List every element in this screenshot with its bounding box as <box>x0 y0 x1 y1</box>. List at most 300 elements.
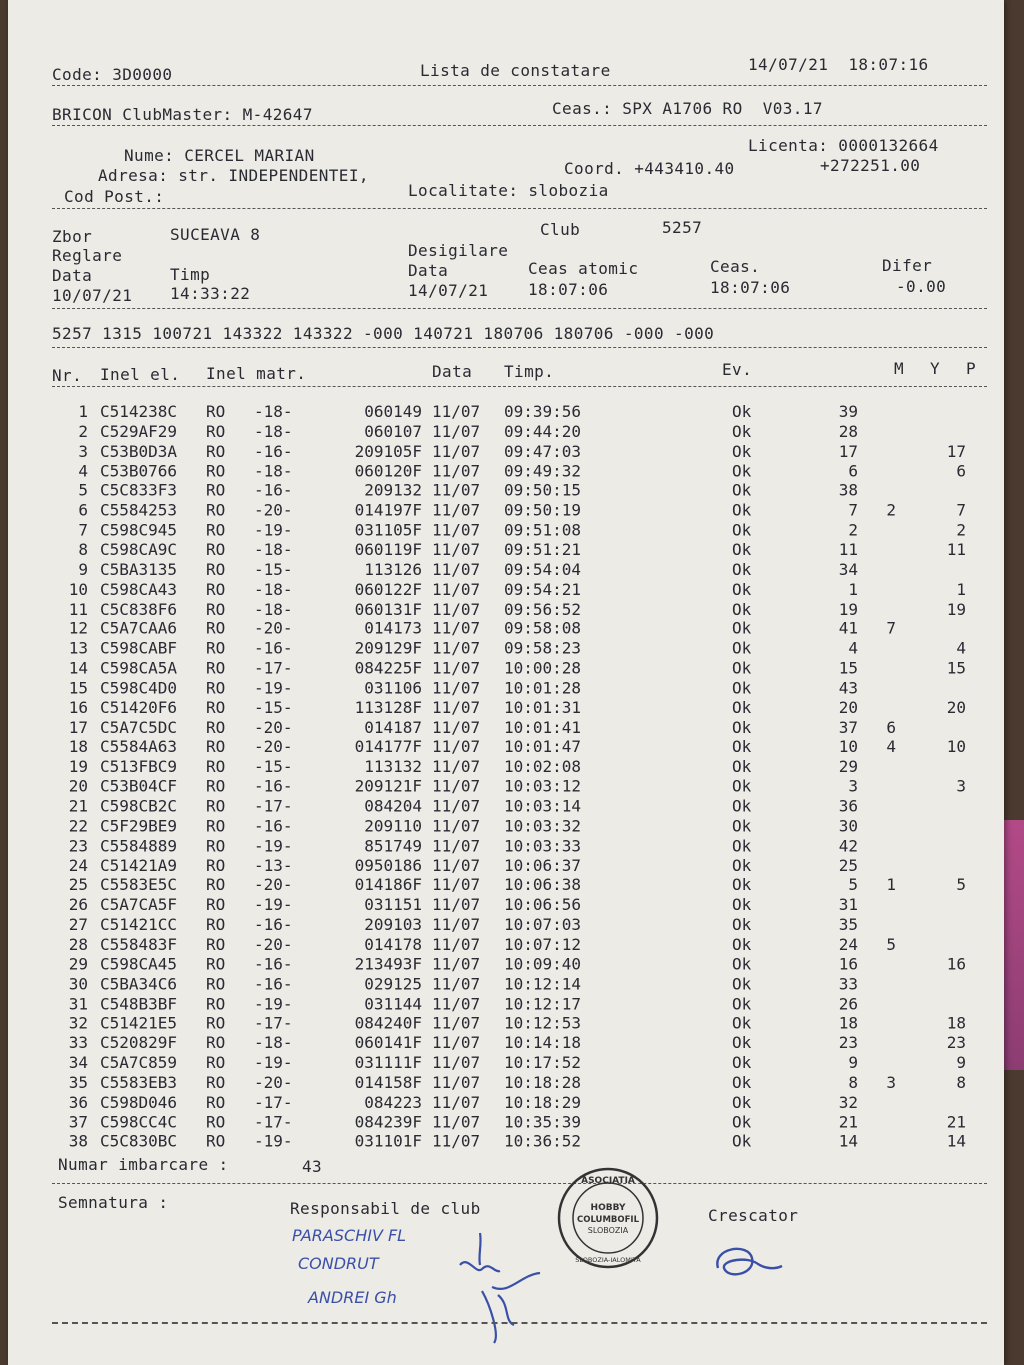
cell-matr: 209105F <box>354 441 422 461</box>
cell-timp: 10:03:14 <box>504 796 582 816</box>
cell-timp: 09:39:56 <box>504 402 582 421</box>
cell-nr: 4 <box>78 461 88 481</box>
cell-yr: -18- <box>254 1033 293 1053</box>
cell-rank: 19 <box>838 599 858 619</box>
cell-data: 11/07 <box>432 1112 481 1132</box>
handwritten-name: ANDREI Gh <box>308 1288 397 1307</box>
cell-timp: 10:06:56 <box>504 895 582 915</box>
divider <box>52 1322 987 1324</box>
cell-data: 11/07 <box>432 599 481 619</box>
cell-rank: 34 <box>838 559 858 579</box>
cell-data: 11/07 <box>432 816 481 836</box>
cell-yr: -16- <box>254 441 293 461</box>
cell-matr: 084239F <box>354 1112 422 1132</box>
cell-timp: 10:17:52 <box>504 1053 582 1073</box>
cell-nr: 18 <box>68 737 88 757</box>
cell-ev: Ok <box>732 934 752 954</box>
cell-nr: 14 <box>68 658 88 678</box>
cell-yr: -20- <box>254 717 293 737</box>
cell-data: 11/07 <box>432 1131 481 1151</box>
cell-ro: RO <box>206 619 226 639</box>
cell-matr: 113132 <box>364 757 422 777</box>
table-row <box>0 1015 1000 1035</box>
cell-data: 11/07 <box>432 914 481 934</box>
cell-ev: Ok <box>732 836 752 856</box>
table-row <box>0 1034 1000 1054</box>
divider <box>52 308 987 309</box>
cell-timp: 10:01:47 <box>504 737 582 757</box>
cell-timp: 10:07:03 <box>504 914 582 934</box>
cell-nr: 10 <box>68 579 88 599</box>
cell-nr: 11 <box>68 599 88 619</box>
cell-timp: 10:01:31 <box>504 697 582 717</box>
cell-rank: 10 <box>838 737 858 757</box>
cell-yr: -18- <box>254 461 293 481</box>
cell-rank: 35 <box>838 914 858 934</box>
cell-matr: 031101F <box>354 1131 422 1151</box>
cell-timp: 10:01:41 <box>504 717 582 737</box>
cell-ro: RO <box>206 559 226 579</box>
cell-data: 11/07 <box>432 480 481 500</box>
cell-data: 11/07 <box>432 540 481 560</box>
cell-rank: 37 <box>838 717 858 737</box>
cell-matr: 014173 <box>364 619 422 639</box>
cell-timp: 09:49:32 <box>504 461 582 481</box>
cell-rank: 33 <box>838 974 858 994</box>
cell-ro: RO <box>206 836 226 856</box>
club-label: Club <box>540 220 581 239</box>
cell-ev: Ok <box>732 658 752 678</box>
setting-time: 14:33:22 <box>170 284 251 303</box>
cell-data: 11/07 <box>432 954 481 974</box>
cell-inel: C51420F6 <box>100 697 178 717</box>
cell-ro: RO <box>206 757 226 777</box>
cell-yr: -16- <box>254 974 293 994</box>
table-row <box>0 817 1000 837</box>
cell-matr: 209132 <box>364 480 422 500</box>
table-row <box>0 995 1000 1015</box>
cell-data: 11/07 <box>432 619 481 639</box>
cell-matr: 031111F <box>354 1053 422 1073</box>
background-object <box>1004 820 1024 1070</box>
cell-yr: -16- <box>254 776 293 796</box>
cell-data: 11/07 <box>432 461 481 481</box>
col-inel-matr: Inel matr. <box>206 364 307 383</box>
cell-data: 11/07 <box>432 796 481 816</box>
cell-data: 11/07 <box>432 520 481 540</box>
cell-ro: RO <box>206 1033 226 1053</box>
cell-ev: Ok <box>732 441 752 461</box>
cell-m: 6 <box>886 717 896 737</box>
cell-ev: Ok <box>732 638 752 658</box>
cell-matr: 060122F <box>354 579 422 599</box>
setting-label: Reglare <box>52 246 123 265</box>
cell-inel: C598CC4C <box>100 1112 178 1132</box>
coord-lat: Coord. +443410.40 <box>564 159 735 178</box>
cell-timp: 09:44:20 <box>504 421 582 441</box>
cell-ro: RO <box>206 796 226 816</box>
cell-timp: 09:51:08 <box>504 520 582 540</box>
print-datetime: 14/07/21 18:07:16 <box>748 55 929 74</box>
cell-ev: Ok <box>732 855 752 875</box>
cell-yr: -17- <box>254 1092 293 1112</box>
cell-ev: Ok <box>732 816 752 836</box>
cell-ro: RO <box>206 658 226 678</box>
cell-nr: 37 <box>68 1112 88 1132</box>
cell-timp: 09:58:23 <box>504 638 582 658</box>
cell-matr: 014177F <box>354 737 422 757</box>
cell-rank: 4 <box>848 638 858 658</box>
cell-nr: 28 <box>68 934 88 954</box>
cell-ev: Ok <box>732 599 752 619</box>
cell-nr: 19 <box>68 757 88 777</box>
cell-rank: 23 <box>838 1033 858 1053</box>
cell-timp: 10:35:39 <box>504 1112 582 1132</box>
cell-ro: RO <box>206 1112 226 1132</box>
cell-nr: 12 <box>68 619 88 639</box>
cell-timp: 09:47:03 <box>504 441 582 461</box>
cell-inel: C598C945 <box>100 520 178 540</box>
cell-inel: C529AF29 <box>100 421 178 441</box>
cell-matr: 014187 <box>364 717 422 737</box>
cell-rank: 1 <box>848 579 858 599</box>
cell-timp: 09:50:19 <box>504 500 582 520</box>
cell-nr: 27 <box>68 914 88 934</box>
cell-rank: 42 <box>838 836 858 856</box>
cell-p: 23 <box>946 1033 966 1053</box>
cell-ro: RO <box>206 540 226 560</box>
cell-p: 9 <box>956 1053 966 1073</box>
cell-p: 14 <box>946 1131 966 1151</box>
divider <box>52 1183 987 1184</box>
cell-inel: C514238C <box>100 402 178 421</box>
cell-matr: 031105F <box>354 520 422 540</box>
cell-ro: RO <box>206 461 226 481</box>
cell-p: 2 <box>956 520 966 540</box>
cell-ro: RO <box>206 599 226 619</box>
cell-ro: RO <box>206 638 226 658</box>
cell-matr: 060131F <box>354 599 422 619</box>
cell-ev: Ok <box>732 421 752 441</box>
cell-inel: C598CABF <box>100 638 178 658</box>
cell-m: 5 <box>886 934 896 954</box>
table-row <box>0 877 1000 897</box>
cell-data: 11/07 <box>432 717 481 737</box>
cell-ro: RO <box>206 480 226 500</box>
cell-ro: RO <box>206 855 226 875</box>
cell-m: 1 <box>886 875 896 895</box>
cell-matr: 084225F <box>354 658 422 678</box>
table-row <box>0 1054 1000 1074</box>
cell-timp: 10:03:32 <box>504 816 582 836</box>
flight-label: Zbor <box>52 227 93 246</box>
cell-matr: 209110 <box>364 816 422 836</box>
svg-text:HOBBY: HOBBY <box>590 1203 626 1213</box>
cell-yr: -18- <box>254 599 293 619</box>
cell-matr: 060119F <box>354 540 422 560</box>
cell-data: 11/07 <box>432 678 481 698</box>
cell-timp: 09:54:21 <box>504 579 582 599</box>
cell-matr: 113128F <box>354 697 422 717</box>
cell-inel: C598C4D0 <box>100 678 178 698</box>
table-row <box>0 936 1000 956</box>
cell-rank: 6 <box>848 461 858 481</box>
cell-ev: Ok <box>732 776 752 796</box>
divider <box>52 125 987 126</box>
list-title: Lista de constatare <box>420 61 611 80</box>
cell-p: 19 <box>946 599 966 619</box>
cell-data: 11/07 <box>432 421 481 441</box>
cell-inel: C598D046 <box>100 1092 178 1112</box>
cell-yr: -15- <box>254 559 293 579</box>
cell-ro: RO <box>206 895 226 915</box>
cell-ev: Ok <box>732 954 752 974</box>
cell-data: 11/07 <box>432 776 481 796</box>
cell-ro: RO <box>206 678 226 698</box>
cell-ev: Ok <box>732 914 752 934</box>
cell-p: 8 <box>956 1072 966 1092</box>
atomic-time: 18:07:06 <box>528 280 609 299</box>
cell-rank: 31 <box>838 895 858 915</box>
cell-rank: 16 <box>838 954 858 974</box>
table-row <box>0 502 1000 522</box>
cell-nr: 30 <box>68 974 88 994</box>
cell-timp: 10:00:28 <box>504 658 582 678</box>
cell-timp: 10:12:53 <box>504 1013 582 1033</box>
setting-time-label: Timp <box>170 265 211 284</box>
unsealing-date-label: Data <box>408 261 449 280</box>
table-row <box>0 896 1000 916</box>
cell-nr: 20 <box>68 776 88 796</box>
cell-ev: Ok <box>732 1013 752 1033</box>
cell-rank: 21 <box>838 1112 858 1132</box>
cell-p: 16 <box>946 954 966 974</box>
cell-matr: 084223 <box>364 1092 422 1112</box>
cell-inel: C598CB2C <box>100 796 178 816</box>
table-row <box>0 975 1000 995</box>
cell-rank: 8 <box>848 1072 858 1092</box>
cell-yr: -18- <box>254 421 293 441</box>
cell-ev: Ok <box>732 1072 752 1092</box>
cell-inel: C5BA34C6 <box>100 974 178 994</box>
cell-matr: 014178 <box>364 934 422 954</box>
coord-lon: +272251.00 <box>820 156 921 175</box>
cell-rank: 18 <box>838 1013 858 1033</box>
cell-nr: 32 <box>68 1013 88 1033</box>
table-row <box>0 798 1000 818</box>
cell-inel: C513FBC9 <box>100 757 178 777</box>
table-row <box>0 1074 1000 1094</box>
cell-yr: -20- <box>254 934 293 954</box>
cell-timp: 10:09:40 <box>504 954 582 974</box>
cell-rank: 9 <box>848 1053 858 1073</box>
cell-rank: 41 <box>838 619 858 639</box>
boarding-label: Numar imbarcare : <box>58 1155 229 1174</box>
cell-timp: 10:36:52 <box>504 1131 582 1151</box>
cell-ro: RO <box>206 993 226 1013</box>
table-row <box>0 581 1000 601</box>
cell-nr: 34 <box>68 1053 88 1073</box>
cell-nr: 22 <box>68 816 88 836</box>
cell-inel: C5583EB3 <box>100 1072 178 1092</box>
col-y: Y <box>930 359 941 378</box>
table-row <box>0 561 1000 581</box>
cell-yr: -19- <box>254 993 293 1013</box>
cell-inel: C5A7C859 <box>100 1053 178 1073</box>
cell-inel: C548B3BF <box>100 993 178 1013</box>
cell-timp: 09:58:08 <box>504 619 582 639</box>
cell-yr: -19- <box>254 895 293 915</box>
table-row <box>0 541 1000 561</box>
cell-matr: 084204 <box>364 796 422 816</box>
atomic-clock-label: Ceas atomic <box>528 259 639 278</box>
cell-nr: 3 <box>78 441 88 461</box>
cell-p: 10 <box>946 737 966 757</box>
cell-p: 3 <box>956 776 966 796</box>
cell-nr: 6 <box>78 500 88 520</box>
cell-yr: -16- <box>254 816 293 836</box>
table-row <box>0 916 1000 936</box>
cell-yr: -16- <box>254 954 293 974</box>
clubmaster: BRICON ClubMaster: M-42647 <box>52 105 313 124</box>
cell-ev: Ok <box>732 559 752 579</box>
cell-ev: Ok <box>732 402 752 421</box>
cell-inel: C598CA43 <box>100 579 178 599</box>
svg-text:SLOBOZIA-IALOMITA: SLOBOZIA-IALOMITA <box>575 1256 641 1264</box>
table-row <box>0 1094 1000 1114</box>
table-row <box>0 955 1000 975</box>
cell-data: 11/07 <box>432 836 481 856</box>
cell-data: 11/07 <box>432 658 481 678</box>
breeder-signature <box>708 1238 788 1288</box>
unsealing-label: Desigilare <box>408 241 509 260</box>
cell-rank: 29 <box>838 757 858 777</box>
divider <box>52 208 987 209</box>
col-ev: Ev. <box>722 360 753 379</box>
cell-ev: Ok <box>732 895 752 915</box>
cell-inel: C598CA5A <box>100 658 178 678</box>
cell-data: 11/07 <box>432 697 481 717</box>
col-m: M <box>894 359 905 378</box>
table-row <box>0 1133 1000 1153</box>
cell-matr: 0950186 <box>354 855 422 875</box>
cell-inel: C51421A9 <box>100 855 178 875</box>
cell-p: 20 <box>946 697 966 717</box>
cell-yr: -19- <box>254 836 293 856</box>
boarding-count: 43 <box>302 1157 323 1176</box>
difference-value: -0.00 <box>896 277 947 296</box>
cell-ev: Ok <box>732 480 752 500</box>
cell-nr: 36 <box>68 1092 88 1112</box>
cell-matr: 014186F <box>354 875 422 895</box>
cell-ro: RO <box>206 875 226 895</box>
cell-ro: RO <box>206 1072 226 1092</box>
cell-rank: 2 <box>848 520 858 540</box>
col-p: P <box>966 359 977 378</box>
cell-rank: 36 <box>838 796 858 816</box>
cell-ro: RO <box>206 520 226 540</box>
cell-matr: 213493F <box>354 954 422 974</box>
cell-ro: RO <box>206 776 226 796</box>
cell-data: 11/07 <box>432 441 481 461</box>
cell-nr: 15 <box>68 678 88 698</box>
cell-timp: 10:18:28 <box>504 1072 582 1092</box>
cell-data: 11/07 <box>432 1092 481 1112</box>
cell-inel: C5C838F6 <box>100 599 178 619</box>
clock-label: Ceas. <box>710 257 761 276</box>
cell-timp: 09:54:04 <box>504 559 582 579</box>
cell-yr: -19- <box>254 1053 293 1073</box>
cell-data: 11/07 <box>432 500 481 520</box>
cell-ro: RO <box>206 914 226 934</box>
cell-inel: C5F29BE9 <box>100 816 178 836</box>
cell-rank: 5 <box>848 875 858 895</box>
cell-inel: C520829F <box>100 1033 178 1053</box>
cell-nr: 13 <box>68 638 88 658</box>
table-row <box>0 521 1000 541</box>
svg-text:ASOCIATIA: ASOCIATIA <box>581 1176 635 1186</box>
setting-date-label: Data <box>52 266 93 285</box>
cell-rank: 15 <box>838 658 858 678</box>
signature-label: Semnatura : <box>58 1193 169 1212</box>
locality: Localitate: slobozia <box>408 181 609 200</box>
cell-ev: Ok <box>732 1092 752 1112</box>
cell-data: 11/07 <box>432 993 481 1013</box>
club-number: 5257 <box>662 218 703 237</box>
cell-yr: -15- <box>254 697 293 717</box>
licence: Licenta: 0000132664 <box>748 136 939 155</box>
cell-ro: RO <box>206 697 226 717</box>
cell-ro: RO <box>206 402 226 421</box>
cell-ev: Ok <box>732 993 752 1013</box>
cell-nr: 26 <box>68 895 88 915</box>
cell-ev: Ok <box>732 540 752 560</box>
cell-ev: Ok <box>732 1053 752 1073</box>
cell-data: 11/07 <box>432 1033 481 1053</box>
cell-yr: -17- <box>254 796 293 816</box>
cell-ev: Ok <box>732 678 752 698</box>
cell-inel: C558483F <box>100 934 178 954</box>
cell-matr: 031106 <box>364 678 422 698</box>
cell-ro: RO <box>206 1053 226 1073</box>
cell-matr: 031151 <box>364 895 422 915</box>
cell-rank: 32 <box>838 1092 858 1112</box>
cell-matr: 060149 <box>364 402 422 421</box>
postal-code: Cod Post.: <box>64 187 165 206</box>
cell-timp: 10:14:18 <box>504 1033 582 1053</box>
divider <box>52 386 987 387</box>
difference-label: Difer <box>882 256 933 275</box>
cell-inel: C51421CC <box>100 914 178 934</box>
cell-rank: 28 <box>838 421 858 441</box>
cell-nr: 38 <box>68 1131 88 1151</box>
clock-model: Ceas.: SPX A1706 RO V03.17 <box>552 99 823 118</box>
cell-matr: 851749 <box>364 836 422 856</box>
cell-yr: -20- <box>254 619 293 639</box>
cell-data: 11/07 <box>432 895 481 915</box>
cell-nr: 29 <box>68 954 88 974</box>
cell-ro: RO <box>206 579 226 599</box>
table-row <box>0 482 1000 502</box>
cell-matr: 209121F <box>354 776 422 796</box>
cell-timp: 10:06:38 <box>504 875 582 895</box>
handwritten-name: CONDRUT <box>298 1254 379 1273</box>
table-row <box>0 778 1000 798</box>
cell-yr: -17- <box>254 1013 293 1033</box>
cell-m: 4 <box>886 737 896 757</box>
table-row <box>0 640 1000 660</box>
cell-ro: RO <box>206 934 226 954</box>
